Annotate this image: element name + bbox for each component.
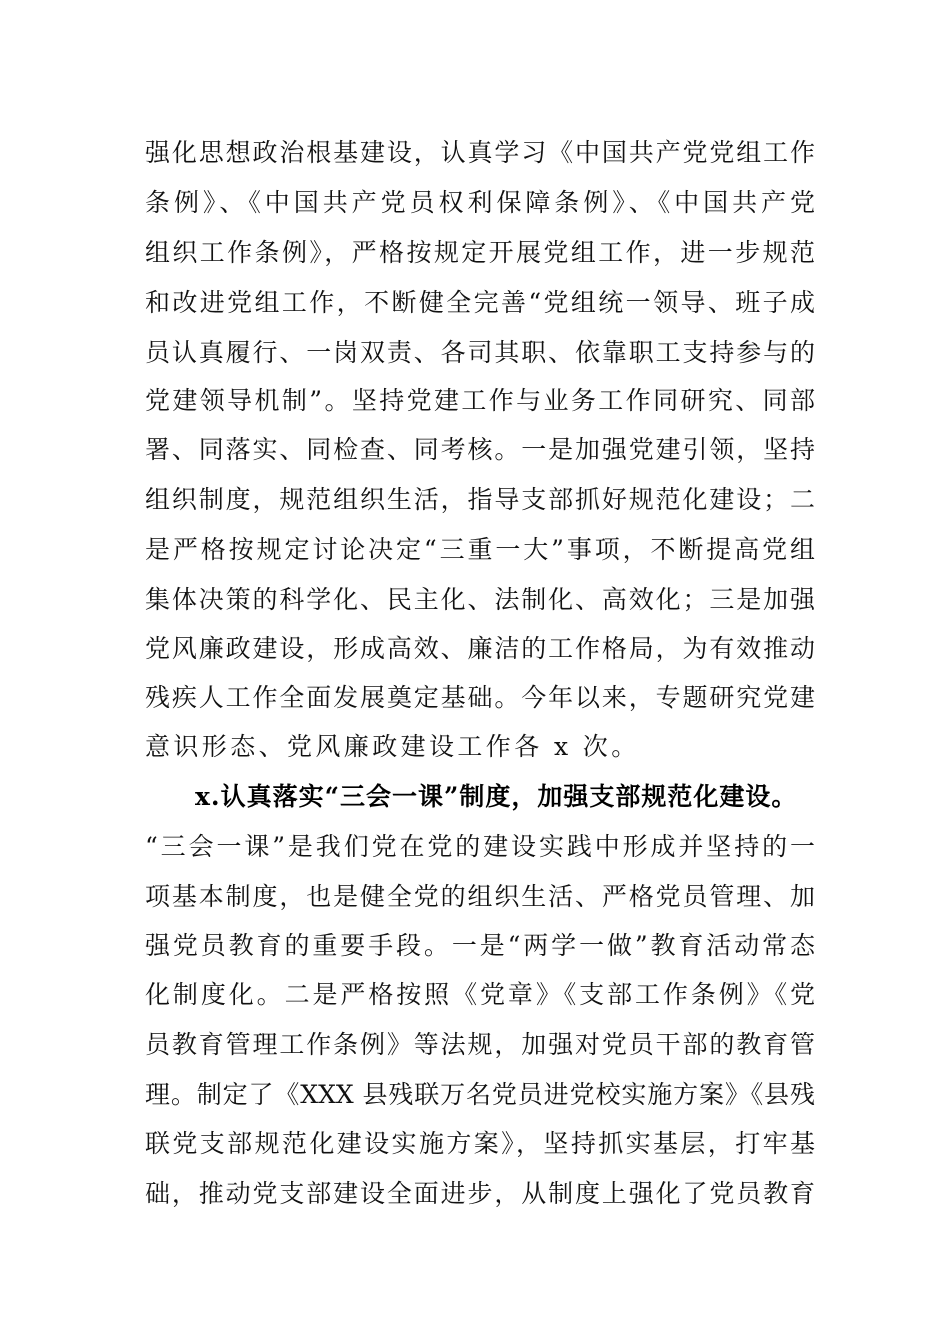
paragraph-1-line-9: 是严格按规定讨论决定“三重一大”事项，不断提高党组	[145, 535, 815, 564]
paragraph-1-line-3: 组织工作条例》，严格按规定开展党组工作，进一步规范	[145, 238, 815, 267]
paragraph-2-line-5: 员教育管理工作条例》等法规，加强对党员干部的教育管	[145, 1030, 815, 1059]
paragraph-1-line-12: 残疾人工作全面发展奠定基础。今年以来，专题研究党建	[145, 683, 815, 712]
paragraph-1-line-10: 集体决策的科学化、民主化、法制化、高效化；三是加强	[145, 585, 815, 614]
paragraph-2-line-6: 理。制定了《XXX 县残联万名党员进党校实施方案》《县残	[145, 1080, 815, 1109]
paragraph-1-line-1: 强化思想政治根基建设，认真学习《中国共产党党组工作	[145, 138, 815, 167]
paragraph-2-line-4: 化制度化。二是严格按照《党章》《支部工作条例》《党	[145, 980, 815, 1009]
section-heading: x.认真落实“三会一课”制度，加强支部规范化建设。	[195, 782, 798, 811]
paragraph-2-line-7: 联党支部规范化建设实施方案》，坚持抓实基层，打牢基	[145, 1129, 815, 1158]
paragraph-1-line-4: 和改进党组工作，不断健全完善“党组统一领导、班子成	[145, 288, 815, 317]
paragraph-1-line-8: 组织制度，规范组织生活，指导支部抓好规范化建设；二	[145, 485, 815, 514]
paragraph-2-line-2: 项基本制度，也是健全党的组织生活、严格党员管理、加	[145, 882, 815, 911]
paragraph-1-line-11: 党风廉政建设，形成高效、廉洁的工作格局，为有效推动	[145, 634, 815, 663]
paragraph-2-line-8: 础，推动党支部建设全面进步，从制度上强化了党员教育	[145, 1179, 815, 1208]
paragraph-1-line-2: 条例》、《中国共产党员权利保障条例》、《中国共产党	[145, 188, 815, 217]
paragraph-1-line-6: 党建领导机制”。坚持党建工作与业务工作同研究、同部	[145, 386, 815, 415]
paragraph-1-line-13: 意识形态、党风廉政建设工作各 x 次。	[145, 732, 640, 761]
paragraph-1-line-5: 员认真履行、一岗双责、各司其职、依靠职工支持参与的	[145, 338, 815, 367]
paragraph-2-line-1: “三会一课”是我们党在党的建设实践中形成并坚持的一	[145, 832, 815, 861]
paragraph-1-line-7: 署、同落实、同检查、同考核。一是加强党建引领，坚持	[145, 435, 815, 464]
paragraph-2-line-3: 强党员教育的重要手段。一是“两学一做”教育活动常态	[145, 931, 815, 960]
